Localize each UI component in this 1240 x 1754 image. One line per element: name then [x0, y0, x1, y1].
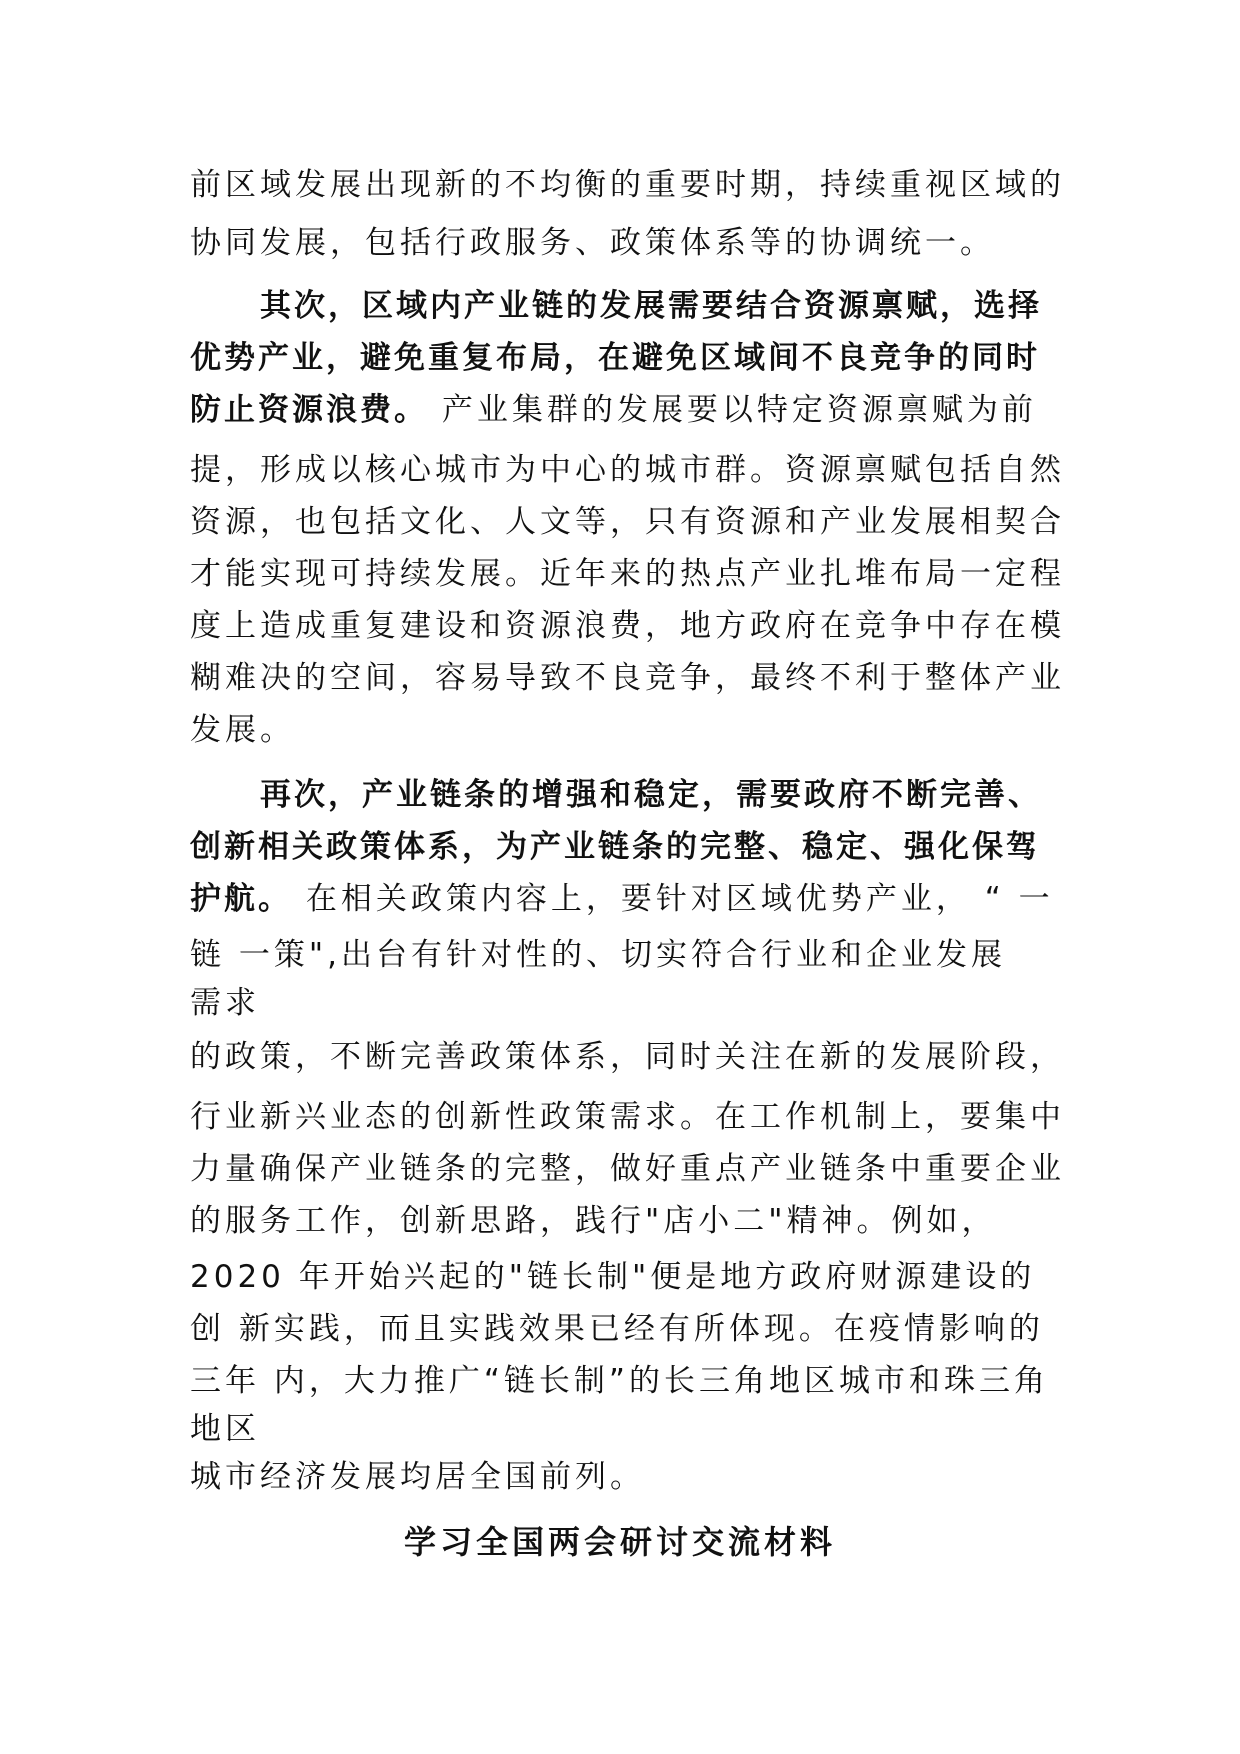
text-line-19: 三年 内，大力推广“链长制”的长三角地区城市和珠三角 [190, 1363, 1049, 1399]
text-line-7: 度上造成重复建设和资源浪费，地方政府在竞争中存在模 [190, 608, 1065, 644]
mixed-line-2 [190, 879, 1054, 919]
bold-heading-line-3: 再次，产业链条的增强和稳定，需要政府不断完善、 [260, 777, 1042, 813]
text-run: 产业集群的发展要以特定资源禀赋为前 [428, 392, 1037, 428]
text-line-18: 创 新实践，而且实践效果已经有所体现。在疫情影响的 [190, 1311, 1044, 1347]
footer-title: 学习全国两会研讨交流材料 [403, 1523, 836, 1561]
text-line-8: 糊难决的空间，容易导致不良竞争，最终不利于整体产业 [190, 660, 1065, 696]
text-line-9: 发展。 [190, 712, 295, 748]
text-line-12: 需求 [190, 985, 260, 1021]
text-line-21: 城市经济发展均居全国前列。 [190, 1459, 645, 1495]
text-line-15: 力量确保产业链条的完整，做好重点产业链条中重要企业 [190, 1151, 1065, 1187]
text-line-1: 前区域发展出现新的不均衡的重要时期，持续重视区域的 [190, 167, 1065, 203]
text-line-11: 链 一策",出台有针对性的、切实符合行业和企业发展 [190, 937, 1006, 973]
bold-heading-line-1: 其次，区域内产业链的发展需要结合资源禀赋，选择 [260, 288, 1042, 324]
bold-heading-end-2: 护航。 [190, 881, 292, 917]
text-line-6: 才能实现可持续发展。近年来的热点产业扎堆布局一定程 [190, 556, 1065, 592]
text-line-17: 2020 年开始兴起的"链长制"便是地方政府财源建设的 [190, 1259, 1036, 1295]
mixed-line [190, 390, 1037, 430]
text-line-13: 的政策，不断完善政策体系，同时关注在新的发展阶段， [190, 1039, 1065, 1075]
bold-heading-line-2: 优势产业，避免重复布局，在避免区域间不良竞争的同时 [190, 340, 1040, 376]
text-run-2: 在相关政策内容上，要针对区域优势产业， “ 一 [292, 881, 1054, 917]
text-line-4: 提，形成以核心城市为中心的城市群。资源禀赋包括自然 [190, 452, 1065, 488]
text-line-16: 的服务工作，创新思路，践行"店小二"精神。例如， [190, 1203, 997, 1239]
text-line-14: 行业新兴业态的创新性政策需求。在工作机制上，要集中 [190, 1099, 1065, 1135]
bold-heading-end: 防止资源浪费。 [190, 392, 428, 428]
text-line-5: 资源，也包括文化、人文等，只有资源和产业发展相契合 [190, 504, 1065, 540]
text-line-20: 地区 [190, 1411, 260, 1447]
bold-heading-line-4: 创新相关政策体系，为产业链条的完整、稳定、强化保驾 [190, 829, 1040, 865]
text-line-2: 协同发展，包括行政服务、政策体系等的协调统一。 [190, 225, 995, 261]
